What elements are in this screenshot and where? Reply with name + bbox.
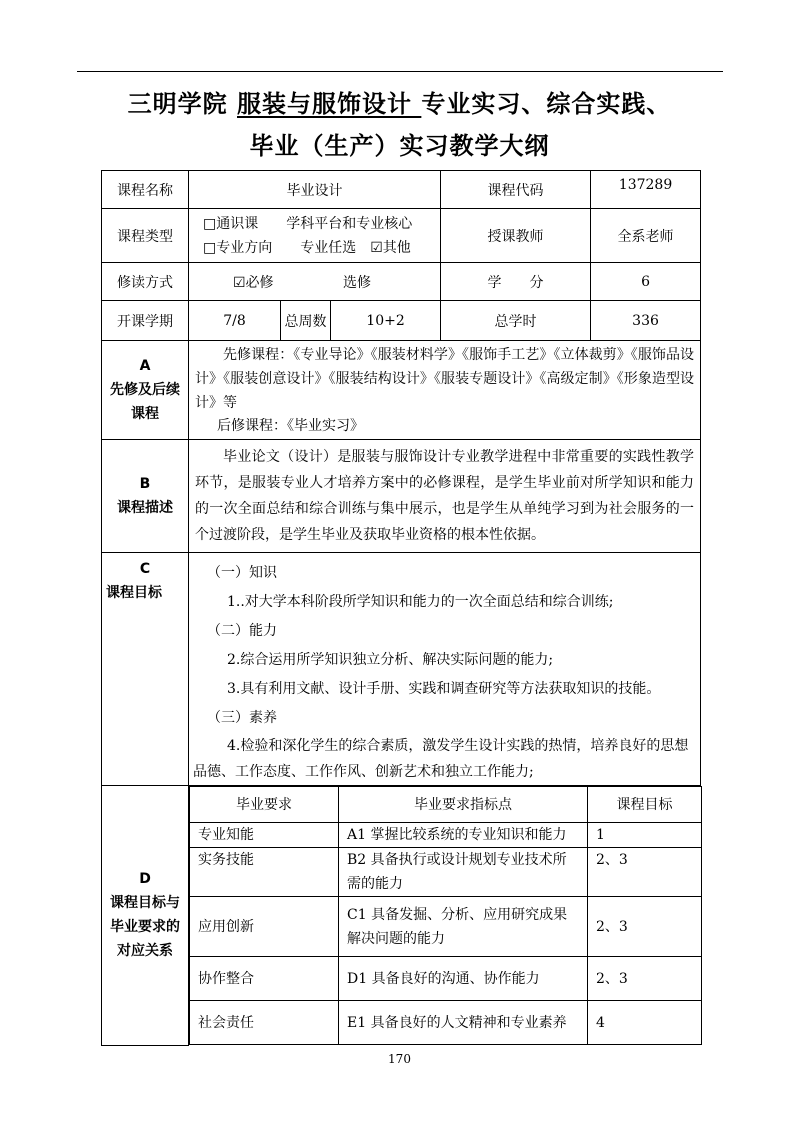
course-name-value: 毕业设计 [189,171,441,209]
page-number: 170 [388,1052,411,1066]
mapping-table-cell [189,786,701,1046]
row-semester [102,301,701,341]
mapping-req: 应用创新 [190,897,339,957]
course-description: 毕业论文（设计）是服装与服饰设计专业教学进程中非常重要的实践性教学环节，是服装专业人才培养方案中的必修课程，是学生毕业前对所学知识和能力的一次全面总结和综合训练与集中展示，也是学生从单纯学习到为社会服务的一个过渡阶段，是学生毕业及获取毕业资格的根本性依据。 [189,440,701,553]
teacher-value: 全系老师 [591,209,701,263]
goal-heading-ability: （二）能力 [207,623,277,639]
mapping-table [189,786,702,1045]
study-mode-elective: 选修 [343,274,371,291]
study-mode-label: 修读方式 [102,263,189,301]
row-section-b [102,440,701,553]
course-type-label: 课程类型 [102,209,189,263]
mapping-header-goal: 课程目标 [588,787,702,823]
mapping-goal: 2、3 [588,897,702,957]
mapping-point: D1 具备良好的沟通、协作能力 [339,957,588,1001]
page-title-line1 [0,84,799,119]
mapping-req: 社会责任 [190,1001,339,1045]
mapping-row [190,897,702,957]
section-c-letter: C [139,561,151,577]
mapping-row [190,1001,702,1045]
section-d-heading [102,786,189,1046]
header-rule [77,71,723,72]
prereq-courses: 先修课程：《专业导论》《服装材料学》《服饰手工艺》《立体裁剪》《服饰品设计》《服装创意设计》《服装结构设计》《服装专题设计》《高级定制》《形象造型设计》等 [195,347,695,411]
course-goals [189,553,701,786]
hours-value: 336 [591,301,701,341]
section-d-title1: 课程目标与 [110,895,180,912]
mapping-header-point: 毕业要求指标点 [339,787,588,823]
row-section-a [102,341,701,440]
section-a-heading [102,341,189,440]
mapping-goal: 2、3 [588,848,702,897]
mapping-req: 协作整合 [190,957,339,1001]
credit-value: 6 [591,263,701,301]
mapping-row [190,957,702,1001]
course-type-line1: □通识课 学科平台和专业核心 [203,215,413,232]
goal-heading-knowledge: （一）知识 [207,565,277,581]
section-a-title1: 先修及后续 [110,382,180,398]
goal-item-2: 2.综合运用所学知识独立分析、解决实际问题的能力; [227,652,554,668]
page-title-line2: 毕业（生产）实习教学大纲 [249,132,550,160]
section-d-title3: 对应关系 [117,943,173,960]
row-section-c [102,553,701,786]
course-code-value: 137289 [591,171,701,209]
mapping-point: C1 具备发掘、分析、应用研究成果解决问题的能力 [339,897,588,957]
goal-item-3: 3.具有利用文献、设计手册、实践和调查研究等方法获取知识的技能。 [227,681,661,697]
mapping-row [190,848,702,897]
mapping-goal: 2、3 [588,957,702,1001]
section-d-title2: 毕业要求的 [110,919,180,936]
mapping-goal: 4 [588,1001,702,1045]
semester-label: 开课学期 [102,301,189,341]
goal-heading-quality: （三）素养 [207,710,277,726]
weeks-value: 10+2 [331,301,441,341]
title-suffix: 专业实习、综合实践、 [421,90,672,118]
section-d-letter: D [139,871,151,888]
row-study-mode [102,263,701,301]
section-b-letter: B [139,476,151,492]
row-course-type [102,209,701,263]
section-a-letter: A [139,358,151,374]
syllabus-table [101,170,701,1046]
mapping-point: B2 具备执行或设计规划专业技术所需的能力 [339,848,588,897]
mapping-req: 实务技能 [190,848,339,897]
goal-item-1: 1..对大学本科阶段所学知识和能力的一次全面总结和综合训练; [227,594,614,610]
semester-value: 7/8 [189,301,281,341]
mapping-header-req: 毕业要求 [190,787,339,823]
weeks-label: 总周数 [281,301,331,341]
study-mode-required: ☑必修 [233,274,274,291]
study-mode-options [189,263,441,301]
section-b-title: 课程描述 [117,500,173,516]
credit-label: 学 分 [441,263,591,301]
course-type-options [189,209,441,263]
course-type-line2: □专业方向 专业任选 ☑其他 [203,239,411,256]
section-b-heading [102,440,189,553]
title-major: 服装与服饰设计 [237,90,422,118]
mapping-row [190,823,702,848]
course-code-label: 课程代码 [441,171,591,209]
hours-label: 总学时 [441,301,591,341]
title-prefix: 三明学院 [127,90,237,118]
section-a-content [189,341,701,440]
followup-courses: 后修课程：《毕业实习》 [217,418,364,434]
row-section-d [102,786,701,1046]
mapping-point: A1 掌握比较系统的专业知识和能力 [339,823,588,848]
mapping-point: E1 具备良好的人文精神和专业素养 [339,1001,588,1045]
section-c-heading [102,553,189,786]
goal-item-4: 4.检验和深化学生的综合素质，激发学生设计实践的热情，培养良好的思想品德、工作态度、工作作风、创新艺术和独立工作能力; [193,738,689,780]
row-course-name [102,171,701,209]
teacher-label: 授课教师 [441,209,591,263]
mapping-header-row [190,787,702,823]
section-c-title: 课程目标 [106,585,162,601]
mapping-goal: 1 [588,823,702,848]
mapping-req: 专业知能 [190,823,339,848]
section-a-title2: 课程 [131,406,159,422]
course-name-label: 课程名称 [102,171,189,209]
